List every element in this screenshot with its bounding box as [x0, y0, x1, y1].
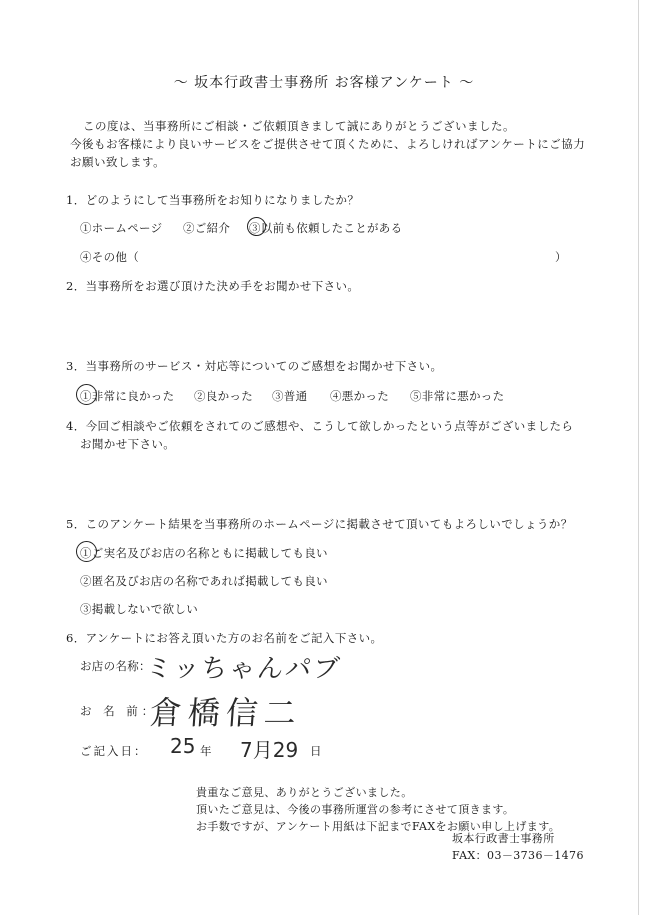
- footer-fax-number: FAX：03－3736－1476: [452, 849, 584, 862]
- date-month-day-handwritten: 7月29: [240, 738, 299, 762]
- q1-option-referral[interactable]: ②ご紹介: [183, 221, 231, 235]
- q1-selection-circle: [247, 217, 266, 236]
- q3-option-bad[interactable]: ④悪かった: [330, 389, 389, 403]
- q3-option-very-good[interactable]: ①非常に良かった: [80, 389, 175, 403]
- intro-line-1: この度は、当事務所にご相談・ご依頼頂きまして誠にありがとうございました。: [83, 119, 515, 133]
- scan-edge-line: [638, 0, 639, 915]
- question-6: 6．アンケートにお答え頂いた方のお名前をご記入下さい。: [66, 631, 383, 645]
- q3-selection-circle: [76, 384, 97, 405]
- question-4-line-1: 4．今回ご相談やご依頼をされてのご感想や、こうして欲しかったという点等がございましたら: [66, 419, 574, 433]
- date-year-handwritten: 25: [170, 734, 196, 758]
- shop-name-label: お店の名称：: [80, 659, 151, 673]
- footer-fax-request: お手数ですが、アンケート用紙は下記までFAXをお願い申し上げます。: [196, 820, 561, 833]
- question-4-line-2: お聞かせ下さい。: [80, 437, 176, 451]
- question-1: 1．どのようにして当事務所をお知りになりましたか？: [66, 193, 360, 207]
- date-label: ご記入日：: [80, 744, 148, 758]
- q3-option-good[interactable]: ②良かった: [194, 389, 253, 403]
- footer-feedback-note: 頂いたご意見は、今後の事務所運営の参考にさせて頂きます。: [196, 803, 515, 816]
- q1-option-other[interactable]: ④その他（: [80, 250, 139, 264]
- intro-line-2: 今後もお客様により良いサービスをご提供させて頂くために、よろしければアンケートにご協力: [70, 137, 586, 151]
- q5-selection-circle: [76, 541, 97, 562]
- question-5: 5．このアンケート結果を当事務所のホームページに掲載させて頂いてもよろしいでしょうか？: [66, 517, 573, 531]
- q3-option-very-bad[interactable]: ⑤非常に悪かった: [410, 389, 505, 403]
- survey-title: ～ 坂本行政書士事務所 お客様アンケート ～: [173, 75, 475, 91]
- q1-option-homepage[interactable]: ①ホームページ: [80, 221, 163, 235]
- q3-option-normal[interactable]: ③普通: [272, 389, 308, 403]
- date-year-unit: 年: [200, 744, 212, 758]
- footer-thanks: 貴重なご意見、ありがとうございました。: [196, 786, 413, 799]
- q5-option-no-publish[interactable]: ③掲載しないで欲しい: [80, 602, 198, 616]
- q1-other-close-paren: ）: [555, 250, 567, 264]
- q1-option-previous-client[interactable]: ③以前も依頼したことがある: [249, 221, 403, 235]
- intro-line-3: お願い致します。: [70, 155, 166, 169]
- question-2: 2．当事務所をお選び頂けた決め手をお聞かせ下さい。: [66, 279, 360, 293]
- shop-name-handwritten: ミッちゃんパブ: [144, 654, 343, 684]
- q5-option-real-name[interactable]: ①ご実名及びお店の名称ともに掲載しても良い: [80, 546, 328, 560]
- customer-name-handwritten: 倉橋信二: [148, 694, 304, 732]
- date-day-unit: 日: [310, 744, 322, 758]
- question-3: 3．当事務所のサービス・対応等についてのご感想をお聞かせ下さい。: [66, 359, 443, 373]
- footer-office-name: 坂本行政書士事務所: [452, 832, 555, 845]
- q5-option-anonymous[interactable]: ②匿名及びお店の名称であれば掲載しても良い: [80, 574, 328, 588]
- customer-name-label: お 名 前：: [80, 704, 158, 718]
